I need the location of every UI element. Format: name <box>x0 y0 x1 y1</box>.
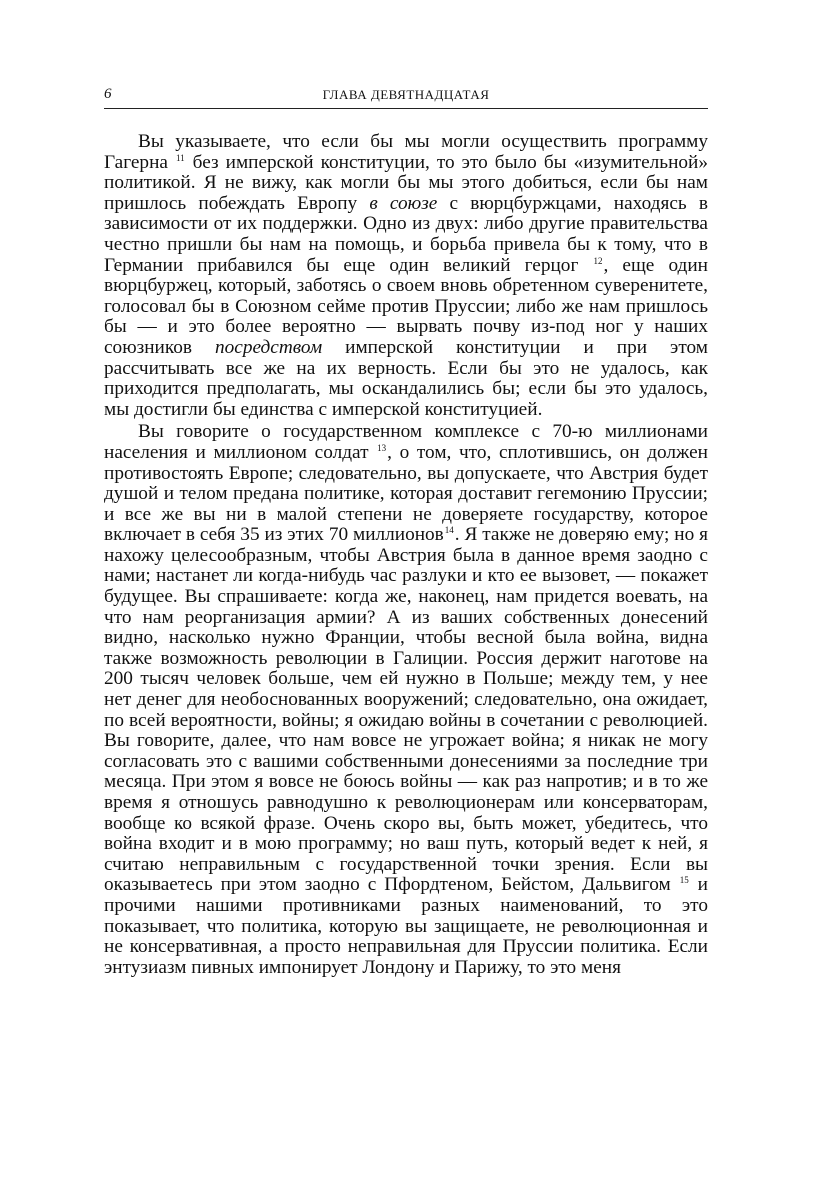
text-segment: с вюрцбуржцами, находясь в зависимости от их поддержки. Одно из двух: либо другие правительства честно пришли бы нам на помощь, и борьба привела бы к тому, что в Германии прибавился бы еще один великий герцог <box>104 192 708 276</box>
text-segment: . Я также не доверяю ему; но я нахожу целесообразным, чтобы Австрия была в данное время заодно с нами; настанет ли когда-нибудь час разлуки и кто ее вызовет, — покажет будущее. Вы спрашиваете: когда же, наконец, нам придется воевать, на что нам реорганизация армии? А из ваших собственных донесений видно, насколько нужно Франции, чтобы весной была война, видна также возможность революции в Галиции. Россия держит наготове на 200 тысяч человек больше, чем ей нужно в Польше; между тем, у нее нет денег для необоснованных вооружений; следовательно, она ожидает, по всей вероятности, войны; я ожидаю войны в сочетании с революцией. Вы говорите, далее, что нам вовсе не угрожает война; я никак не могу согласовать это с вашими собственными донесениями за последние три месяца. При этом я вовсе не боюсь войны — как раз напротив; и в то же время я отношусь равнодушно к революционерам или консерваторам, вообще ко всякой фразе. Очень скоро вы, быть может, убедитесь, что война входит и в мою программу; но ваш путь, который ведет к ней, я считаю неправильным с государственной точки зрения. Если вы оказываетесь при этом заодно с Пфордтеном, Бейстом, Дальвигом <box>104 524 708 896</box>
text-segment: Вы говорите о государственном комплексе с 70-ю миллионами населения и миллионом солдат <box>104 421 708 463</box>
page-number: 6 <box>104 86 112 102</box>
paragraph-2 <box>104 422 708 978</box>
text-segment: , о том, что, сплотившись, он должен противостоять Европе; следовательно, вы допускаете, что Австрия будет душой и телом предана политике, которая доставит гегемонию Пруссии; и все же вы ни в малой степени не доверяете государству, которое включает в себя 35 из этих 70 миллионов <box>104 441 708 546</box>
text-segment: Вы указываете, что если бы мы могли осуществить программу Гагерна <box>104 131 708 173</box>
text-segment: без имперской конституции, то это было бы «изумительной» политикой. Я не вижу, как могли бы мы этого добиться, если бы нам пришлось побеждать Европу <box>104 151 708 214</box>
running-head: ГЛАВА ДЕВЯТНАДЦАТАЯ <box>322 87 490 102</box>
footnote-marker-13: 13 <box>377 442 387 453</box>
page-header <box>104 86 708 109</box>
footnote-marker-15: 15 <box>679 875 689 886</box>
footnote-marker-12: 12 <box>593 255 603 266</box>
emphasis-posredstvom: посредством <box>215 336 323 358</box>
book-page <box>104 86 708 978</box>
emphasis-v-soyuze: в союзе <box>369 192 438 214</box>
footnote-marker-11: 11 <box>175 152 185 163</box>
text-segment: , еще один вюрцбуржец, который, заботясь о своем вновь обретенном суверенитете, голосовал бы в Союзном сейме против Пруссии; либо же нам пришлось бы — и это более вероятно — вырвать почву из-под ног у наших союзников <box>104 254 708 358</box>
text-segment: имперской конституции и при этом рассчитывать все же на их верность. Если бы это не удалось, как приходится предполагать, мы оскандалились бы; если бы это удалось, мы достигли бы единства с имперской конституцией. <box>104 336 708 420</box>
body-text <box>104 132 708 978</box>
paragraph-1 <box>104 132 708 420</box>
text-segment: и прочими нашими противниками разных наименований, то это показывает, что политика, которую вы защищаете, не революционная и не консервативная, а просто неправильная для Пруссии политика. Если энтузиазм пивных импонирует Лондону и Парижу, то это меня <box>104 874 708 978</box>
footnote-marker-14: 14 <box>444 525 454 536</box>
